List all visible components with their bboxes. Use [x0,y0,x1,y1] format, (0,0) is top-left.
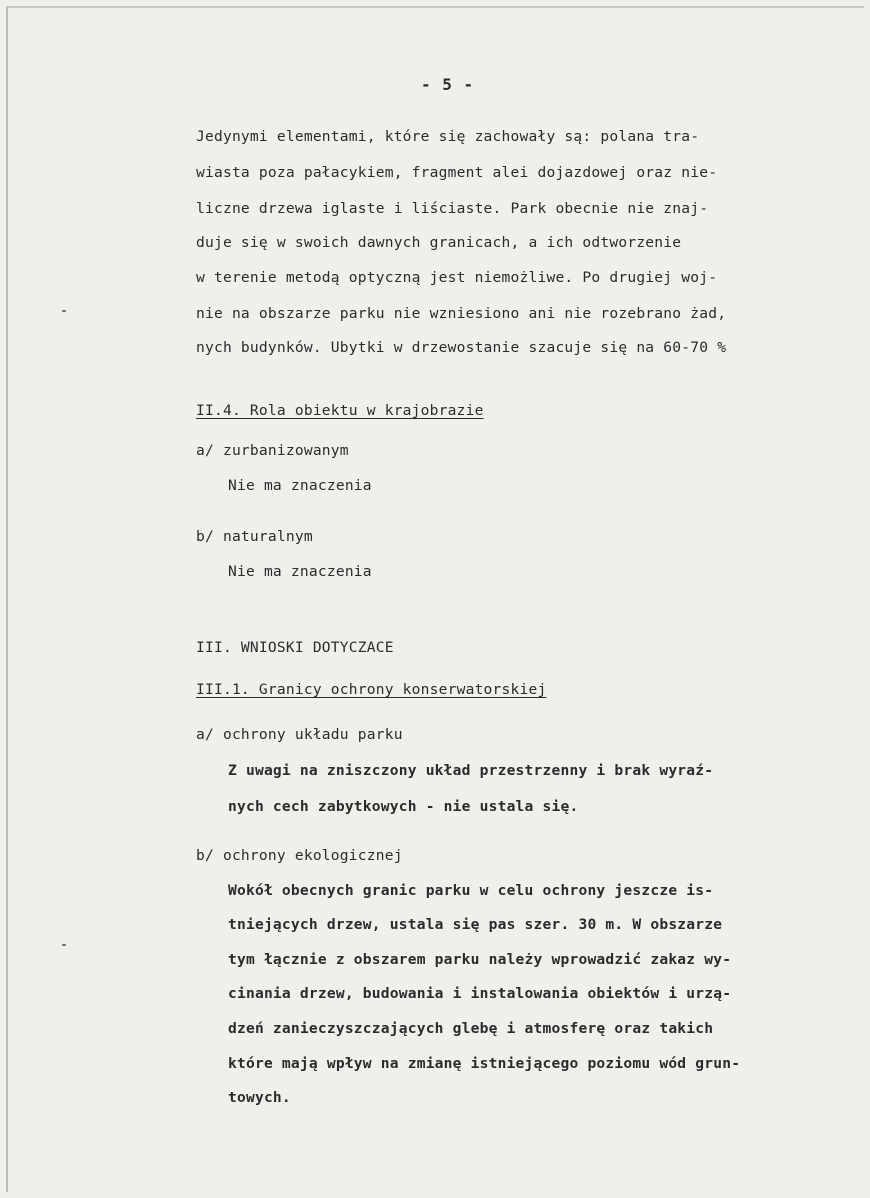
item-text: Nie ma znaczenia [228,477,372,494]
paragraph-line: Jedynymi elementami, które się zachowały są: polana tra- [196,128,700,145]
paragraph-line: duje się w swoich dawnych granicach, a ich odtworzenie [196,234,682,251]
paragraph-line: nych budynków. Ubytki w drzewostanie szacuje się na 60-70 % [196,339,727,356]
section-heading: II.4. Rola obiektu w krajobrazie [196,402,484,419]
item-text-line: nych cech zabytkowych - nie ustala się. [228,798,579,815]
item-text-line: Z uwagi na zniszczony układ przestrzenny i brak wyraź- [228,762,714,779]
paragraph-line: wiasta poza pałacykiem, fragment alei dojazdowej oraz nie- [196,164,718,181]
item-text-line: tniejących drzew, ustala się pas szer. 30 m. W obszarze [228,916,723,933]
section-heading: III.1. Granicy ochrony konserwatorskiej [196,681,547,698]
item-label: b/ ochrony ekologicznej [196,847,403,864]
item-label: b/ naturalnym [196,528,313,545]
item-text-line: Wokół obecnych granic parku w celu ochrony jeszcze is- [228,882,714,899]
item-text-line: cinania drzew, budowania i instalowania obiektów i urzą- [228,985,732,1002]
item-label: a/ ochrony układu parku [196,726,403,743]
item-text-line: towych. [228,1089,291,1106]
item-text-line: tym łącznie z obszarem parku należy wprowadzić zakaz wy- [228,951,732,968]
paragraph-line: liczne drzewa iglaste i liściaste. Park obecnie nie znaj- [196,200,709,217]
item-text: Nie ma znaczenia [228,563,372,580]
paragraph-line: w terenie metodą optyczną jest niemożliwe. Po drugiej woj- [196,269,718,286]
item-text-line: które mają wpływ na zmianę istniejącego poziomu wód grun- [228,1055,741,1072]
item-text-line: dzeń zanieczyszczających glebę i atmosferę oraz takich [228,1020,714,1037]
item-label: a/ zurbanizowanym [196,442,349,459]
page-number: - 5 - [421,75,475,94]
section-heading: III. WNIOSKI DOTYCZACE [196,639,394,656]
paragraph-line: nie na obszarze parku nie wzniesiono ani nie rozebrano żad, [196,305,727,322]
